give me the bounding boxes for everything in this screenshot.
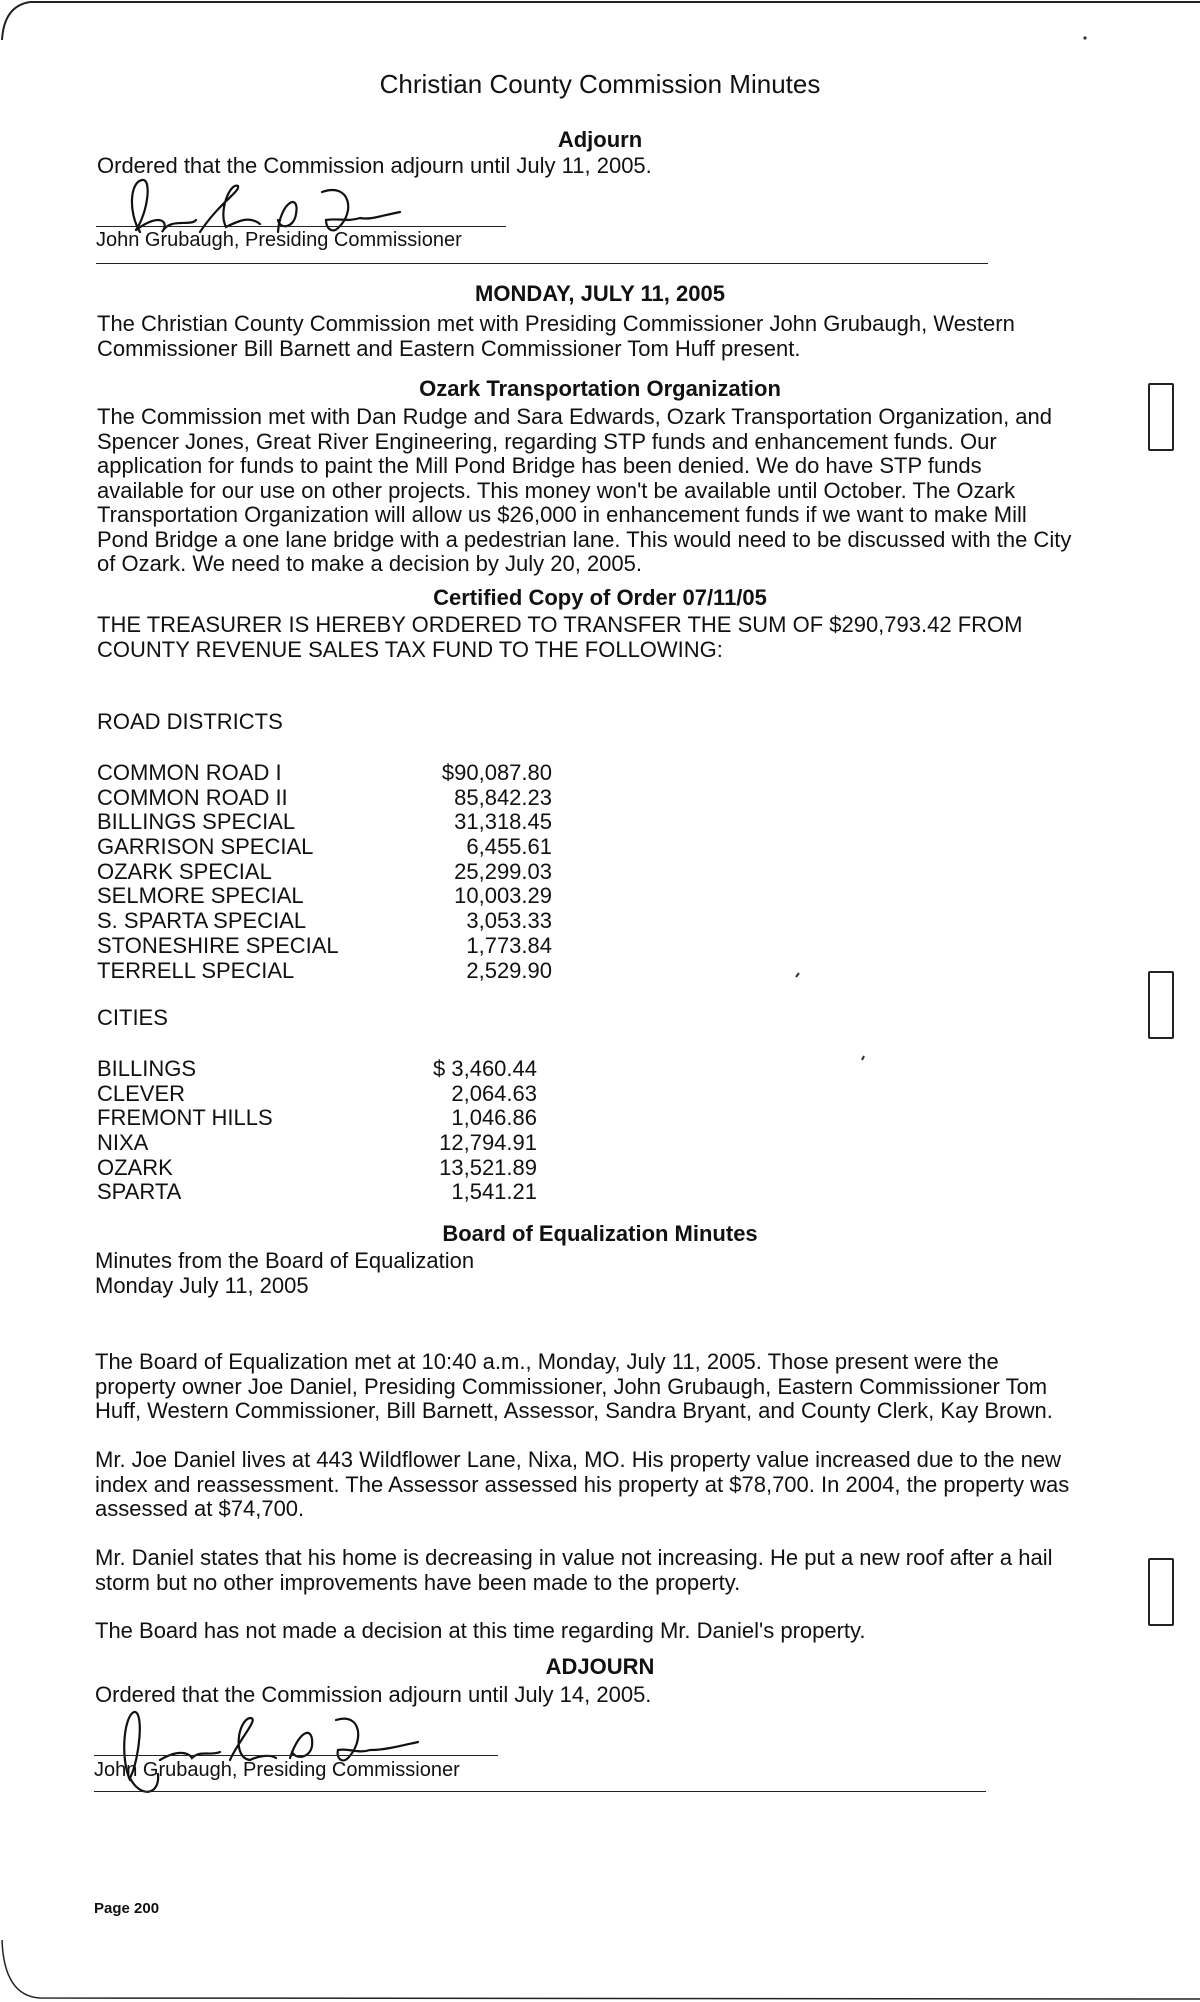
margin-checkbox [1148,971,1174,1039]
city-name: OZARK [97,1154,173,1180]
district-name: S. SPARTA SPECIAL [97,908,307,934]
district-amount: 3,053.33 [466,908,552,934]
equalization-paragraph-3 [95,1546,1125,1595]
ozark-transportation-paragraph [97,405,1117,577]
equalization-paragraph-4 [95,1619,1125,1644]
text-line: Minutes from the Board of Equalization [95,1248,475,1273]
document-title: Christian County Commission Minutes [379,69,821,99]
table-row [97,809,557,834]
district-name: COMMON ROAD II [97,784,288,810]
text-line: Commissioner Bill Barnett and Eastern Commissioner Tom Huff present. [97,335,801,361]
city-amount: $ 3,460.44 [433,1056,537,1081]
text-line: Spencer Jones, Great River Engineering, regarding STP funds and enhancement funds. Our [97,428,997,454]
district-name: SELMORE SPECIAL [97,883,304,909]
certified-order-text [97,613,1117,662]
table-row [97,834,557,859]
city-name: NIXA [97,1130,149,1156]
road-districts-heading: ROAD DISTRICTS [97,709,283,734]
margin-checkbox [1148,383,1174,451]
section-rule [96,263,988,264]
signature-label: John Grubaugh, Presiding Commissioner [96,229,462,251]
equalization-heading: Board of Equalization Minutes [442,1221,758,1246]
district-name: GARRISON SPECIAL [97,834,314,860]
table-row [97,1130,537,1155]
text-line: Transportation Organization will allow us $26,000 in enhancement funds if we want to make Mill [97,502,1027,527]
equalization-paragraph-1 [95,1350,1125,1424]
district-name: BILLINGS SPECIAL [97,809,296,835]
city-name: BILLINGS [97,1056,197,1081]
district-amount: 31,318.45 [454,809,552,835]
signature-line [94,1755,498,1756]
text-line: assessed at $74,700. [95,1496,305,1521]
table-row [97,859,557,884]
city-name: FREMONT HILLS [97,1105,273,1131]
page-number: Page 200 [94,1900,160,1917]
adjourn-heading: Adjourn [557,127,643,152]
table-row [97,908,557,933]
district-name: STONESHIRE SPECIAL [97,932,339,958]
table-row [97,760,557,785]
city-name: SPARTA [97,1179,182,1205]
adjourn-text: Ordered that the Commission adjourn until July 11, 2005. [97,153,652,178]
meeting-date-heading: MONDAY, JULY 11, 2005 [475,281,725,306]
text-line: available for our use on other projects. This money won't be available until October. The Ozark [97,477,1016,503]
city-amount: 13,521.89 [439,1154,537,1180]
city-amount: 1,541.21 [451,1179,537,1205]
text-line: Monday July 11, 2005 [95,1272,309,1298]
table-row [97,785,557,810]
district-amount: $90,087.80 [441,760,552,785]
text-line: The Christian County Commission met with Presiding Commissioner John Grubaugh, Western [97,311,1015,336]
city-amount: 1,046.86 [451,1105,537,1131]
text-line: storm but no other improvements have been made to the property. [95,1569,741,1595]
text-line: Mr. Joe Daniel lives at 443 Wildflower Lane, Nixa, MO. His property value increased due to the new [95,1447,1062,1472]
signature-image [100,1698,460,1798]
certified-order-heading: Certified Copy of Order 07/11/05 [433,585,767,610]
text-line: property owner Joe Daniel, Presiding Commissioner, John Grubaugh, Eastern Commissioner Tom [95,1373,1048,1399]
city-amount: 2,064.63 [451,1080,537,1106]
district-amount: 25,299.03 [454,858,552,884]
adjourn-text-2: Ordered that the Commission adjourn until July 14, 2005. [95,1682,652,1707]
table-row [97,933,557,958]
table-row [97,1081,537,1106]
city-name: CLEVER [97,1080,186,1106]
table-row [97,883,557,908]
signature-line [96,226,506,227]
cities-table [97,1056,537,1204]
table-row [97,958,557,983]
equalization-subtitle [95,1249,474,1298]
text-line: Pond Bridge a one lane bridge with a pedestrian lane. This would need to be discussed with the City [97,526,1072,552]
equalization-paragraph-2 [95,1448,1125,1522]
text-line: index and reassessment. The Assessor assessed his property at $78,700. In 2004, the property was [95,1471,1070,1497]
table-row [97,1105,537,1130]
district-amount: 85,842.23 [454,784,552,810]
district-name: TERRELL SPECIAL [97,957,295,983]
table-row [97,1179,537,1204]
district-amount: 1,773.84 [466,932,552,958]
text-line: Mr. Daniel states that his home is decreasing in value not increasing. He put a new roof after a hail [95,1545,1053,1570]
road-districts-table [97,760,557,982]
district-amount: 2,529.90 [466,957,552,983]
signature-label-2: John Grubaugh, Presiding Commissioner [94,1759,460,1781]
district-name: OZARK SPECIAL [97,858,272,884]
district-name: COMMON ROAD I [97,760,282,785]
table-row [97,1155,537,1180]
text-line: THE TREASURER IS HEREBY ORDERED TO TRANSFER THE SUM OF $290,793.42 FROM [97,612,1023,637]
adjourn-heading-2: ADJOURN [545,1654,655,1679]
text-line: COUNTY REVENUE SALES TAX FUND TO THE FOLLOWING: [97,636,723,662]
cities-heading: CITIES [97,1005,168,1030]
text-line: The Board has not made a decision at this time regarding Mr. Daniel's property. [95,1618,866,1643]
text-line: of Ozark. We need to make a decision by July 20, 2005. [97,551,643,576]
district-amount: 10,003.29 [454,883,552,909]
section-rule [94,1791,986,1792]
meeting-intro [97,312,1097,361]
table-row [97,1056,537,1081]
text-line: The Commission met with Dan Rudge and Sara Edwards, Ozark Transportation Organization, and [97,404,1053,429]
text-line: application for funds to paint the Mill Pond Bridge has been denied. We do have STP funds [97,453,982,478]
text-line: The Board of Equalization met at 10:40 a.m., Monday, July 11, 2005. Those present were the [95,1349,999,1374]
ozark-transportation-heading: Ozark Transportation Organization [419,376,781,401]
text-line: Huff, Western Commissioner, Bill Barnett, Assessor, Sandra Bryant, and County Clerk, Kay Brown. [95,1398,1053,1423]
district-amount: 6,455.61 [466,834,552,860]
city-amount: 12,794.91 [439,1130,537,1156]
margin-checkbox [1148,1558,1174,1626]
